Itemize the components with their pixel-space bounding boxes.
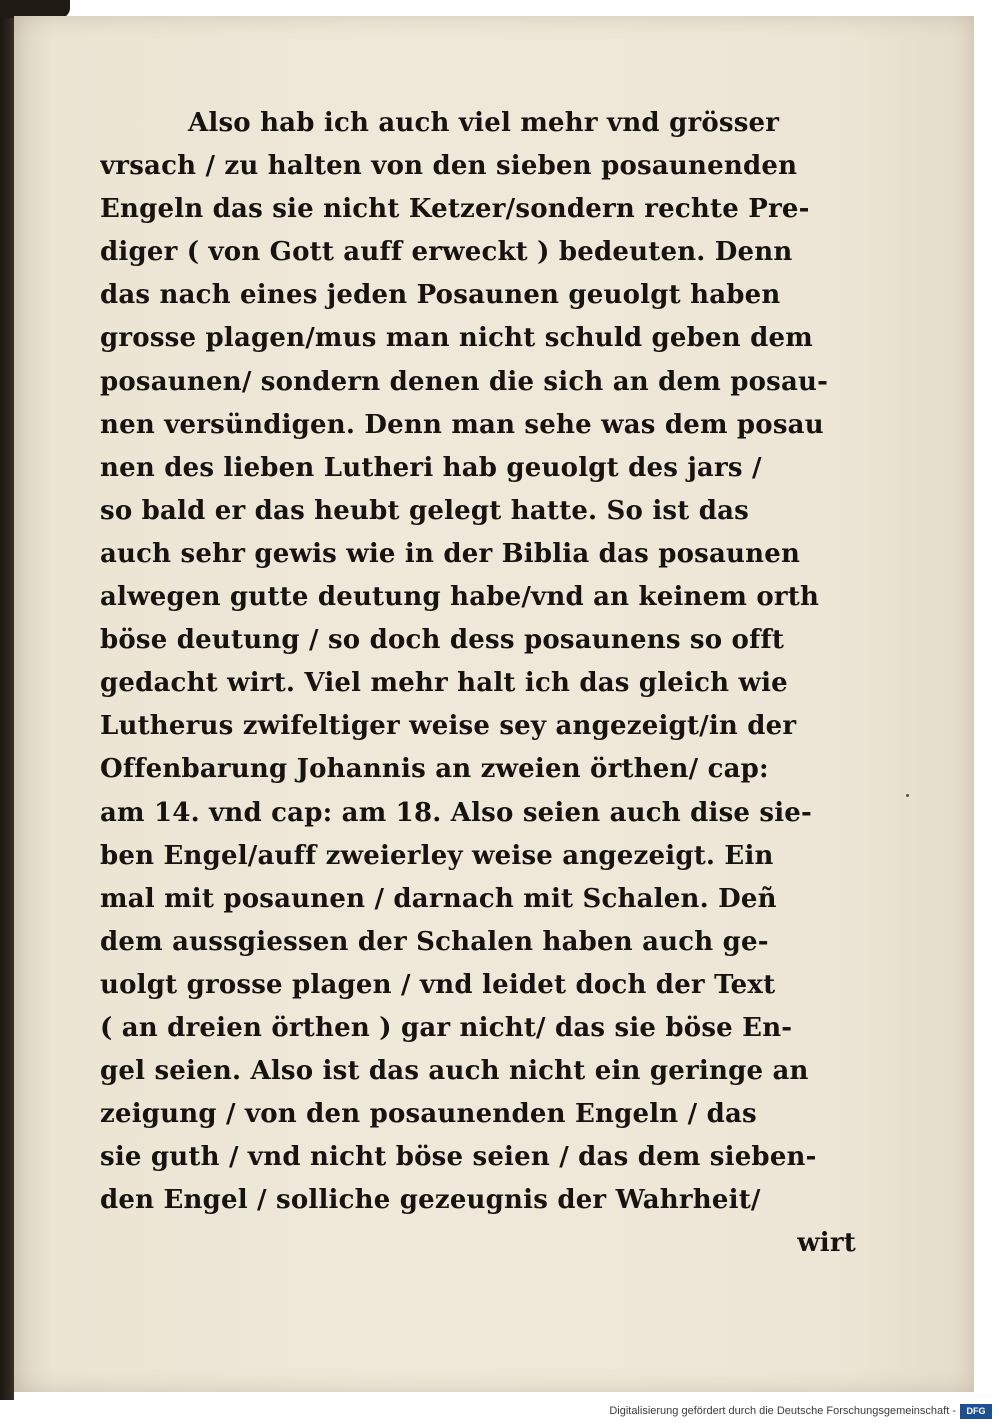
text-line: gedacht wirt. Viel mehr halt ich das gleich wie — [100, 668, 788, 699]
text-line: auch sehr gewis wie in der Biblia das posaunen — [100, 538, 801, 569]
text-line: mal mit posaunen / darnach mit Schalen. Deñ — [100, 883, 777, 914]
text-line: nen des lieben Lutheri hab geuolgt des jars / — [100, 452, 762, 483]
book-spine — [0, 0, 14, 1400]
page-text — [100, 102, 870, 1266]
text-line: ( an dreien örthen ) gar nicht/ das sie böse En- — [100, 1012, 793, 1043]
footer — [0, 1400, 1000, 1425]
text-line: nen versündigen. Denn man sehe was dem posau — [100, 409, 824, 440]
book-page — [14, 16, 974, 1392]
text-line: zeigung / von den posaunenden Engeln / das — [100, 1099, 757, 1130]
text-line: posaunen/ sondern denen die sich an dem posau- — [100, 366, 829, 397]
text-line: so bald er das heubt gelegt hatte. So ist das — [100, 495, 749, 526]
text-line: dem aussgiessen der Schalen haben auch ge- — [100, 926, 769, 957]
text-line: uolgt grosse plagen / vnd leidet doch der Text — [100, 969, 776, 1000]
catchword: wirt — [797, 1228, 856, 1259]
text-line: das nach eines jeden Posaunen geuolgt haben — [100, 280, 781, 311]
text-line: Lutherus zwifeltiger weise sey angezeigt/in der — [100, 711, 797, 742]
text-line: diger ( von Gott auff erweckt ) bedeuten. Denn — [100, 237, 793, 268]
text-line: böse deutung / so doch dess posaunens so offt — [100, 625, 785, 656]
dfg-logo: DFG — [960, 1404, 992, 1419]
text-line: grosse plagen/mus man nicht schuld geben dem — [100, 323, 813, 354]
text-line: gel seien. Also ist das auch nicht ein geringe an — [100, 1056, 809, 1087]
text-line: ben Engel/auff zweierley weise angezeigt. Ein — [100, 840, 774, 871]
text-line: sie guth / vnd nicht böse seien / das dem sieben- — [100, 1142, 817, 1173]
funding-credit: Digitalisierung gefördert durch die Deutsche Forschungsgemeinschaft - — [609, 1405, 956, 1417]
text-line: Engeln das sie nicht Ketzer/sondern rechte Pre- — [100, 194, 810, 225]
text-line: vrsach / zu halten von den sieben posaunenden — [100, 151, 798, 182]
text-line: Also hab ich auch viel mehr vnd grösser — [188, 108, 780, 138]
text-line: alwegen gutte deutung habe/vnd an keinem orth — [100, 582, 820, 613]
text-line: am 14. vnd cap: am 18. Also seien auch dise sie- — [100, 797, 813, 828]
text-line: den Engel / solliche gezeugnis der Wahrheit/ — [100, 1185, 761, 1216]
text-line: Offenbarung Johannis an zweien örthen/ cap: — [100, 754, 769, 785]
paper-speck — [906, 794, 909, 797]
